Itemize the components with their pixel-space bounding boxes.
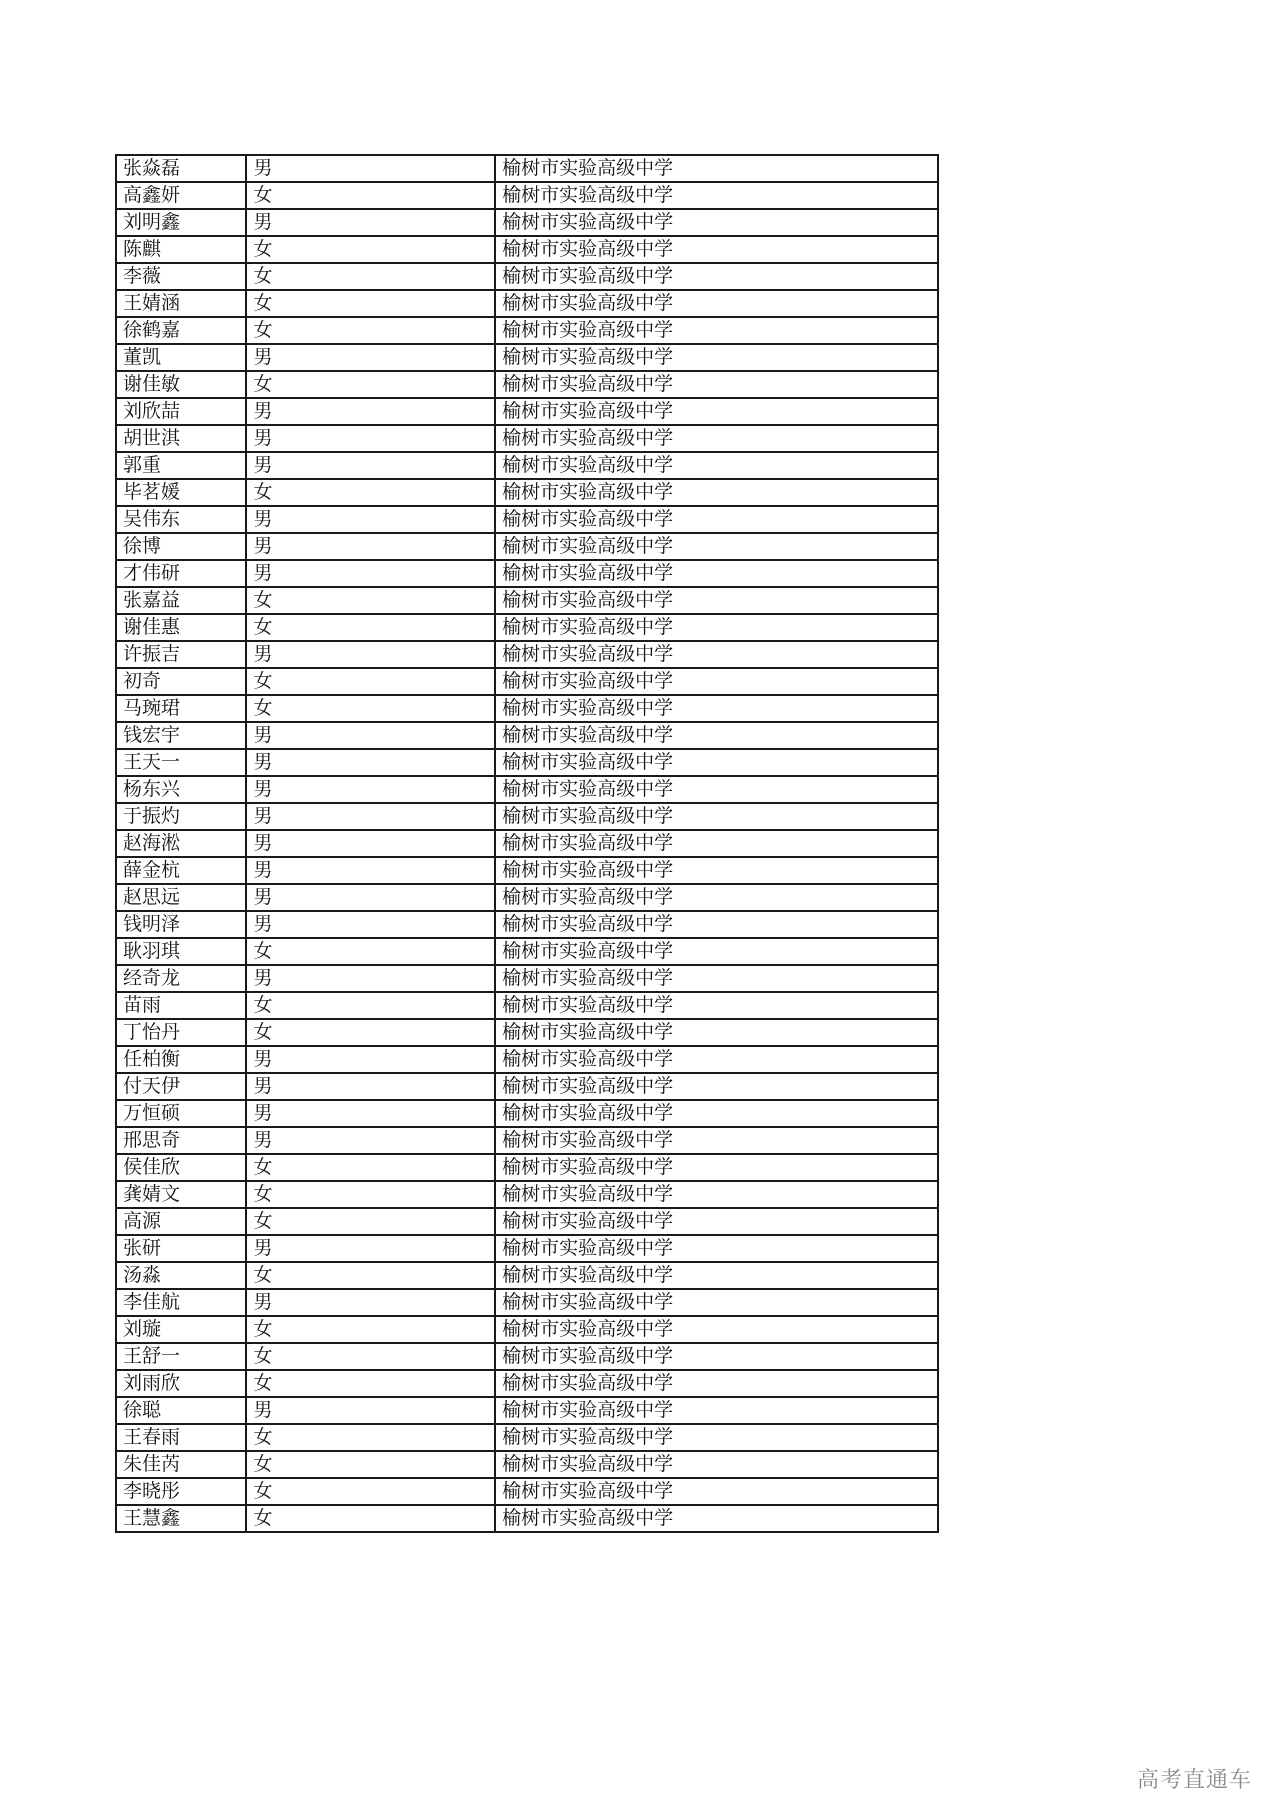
name-cell: 谢佳惠 — [116, 614, 246, 641]
table-row — [116, 965, 938, 992]
table-row — [116, 776, 938, 803]
name-cell: 万恒硕 — [116, 1100, 246, 1127]
name-cell: 任柏衡 — [116, 1046, 246, 1073]
gender-cell: 男 — [246, 425, 495, 452]
school-cell: 榆树市实验高级中学 — [495, 722, 938, 749]
school-cell: 榆树市实验高级中学 — [495, 776, 938, 803]
school-cell: 榆树市实验高级中学 — [495, 614, 938, 641]
name-cell: 王舒一 — [116, 1343, 246, 1370]
gender-cell: 男 — [246, 506, 495, 533]
gender-cell: 女 — [246, 1262, 495, 1289]
table-row — [116, 668, 938, 695]
gender-cell: 男 — [246, 209, 495, 236]
gender-cell: 男 — [246, 560, 495, 587]
gender-cell: 男 — [246, 155, 495, 182]
school-cell: 榆树市实验高级中学 — [495, 992, 938, 1019]
table-row — [116, 803, 938, 830]
gender-cell: 男 — [246, 398, 495, 425]
gender-cell: 男 — [246, 1073, 495, 1100]
table-row — [116, 344, 938, 371]
gender-cell: 女 — [246, 371, 495, 398]
gender-cell: 女 — [246, 263, 495, 290]
gender-cell: 女 — [246, 1478, 495, 1505]
table-row — [116, 1397, 938, 1424]
name-cell: 侯佳欣 — [116, 1154, 246, 1181]
table-row — [116, 479, 938, 506]
student-list-table — [115, 154, 939, 1533]
school-cell: 榆树市实验高级中学 — [495, 1235, 938, 1262]
school-cell: 榆树市实验高级中学 — [495, 1154, 938, 1181]
table-row — [116, 1181, 938, 1208]
name-cell: 龚婧文 — [116, 1181, 246, 1208]
table-row — [116, 182, 938, 209]
table-row — [116, 371, 938, 398]
table-row — [116, 290, 938, 317]
name-cell: 刘璇 — [116, 1316, 246, 1343]
school-cell: 榆树市实验高级中学 — [495, 1073, 938, 1100]
watermark-text: 高考直通车 — [1136, 1768, 1252, 1793]
name-cell: 徐聪 — [116, 1397, 246, 1424]
table-row — [116, 884, 938, 911]
school-cell: 榆树市实验高级中学 — [495, 506, 938, 533]
school-cell: 榆树市实验高级中学 — [495, 1451, 938, 1478]
gender-cell: 男 — [246, 749, 495, 776]
gender-cell: 女 — [246, 1154, 495, 1181]
gender-cell: 男 — [246, 452, 495, 479]
table-row — [116, 1154, 938, 1181]
gender-cell: 男 — [246, 803, 495, 830]
gender-cell: 男 — [246, 884, 495, 911]
name-cell: 钱明泽 — [116, 911, 246, 938]
table-row — [116, 1316, 938, 1343]
school-cell: 榆树市实验高级中学 — [495, 398, 938, 425]
name-cell: 谢佳敏 — [116, 371, 246, 398]
table-row — [116, 1370, 938, 1397]
gender-cell: 女 — [246, 182, 495, 209]
school-cell: 榆树市实验高级中学 — [495, 1505, 938, 1532]
school-cell: 榆树市实验高级中学 — [495, 1478, 938, 1505]
gender-cell: 女 — [246, 668, 495, 695]
school-cell: 榆树市实验高级中学 — [495, 857, 938, 884]
name-cell: 耿羽琪 — [116, 938, 246, 965]
school-cell: 榆树市实验高级中学 — [495, 1046, 938, 1073]
school-cell: 榆树市实验高级中学 — [495, 344, 938, 371]
name-cell: 王天一 — [116, 749, 246, 776]
name-cell: 高鑫妍 — [116, 182, 246, 209]
name-cell: 苗雨 — [116, 992, 246, 1019]
school-cell: 榆树市实验高级中学 — [495, 155, 938, 182]
name-cell: 于振灼 — [116, 803, 246, 830]
school-cell: 榆树市实验高级中学 — [495, 1316, 938, 1343]
gender-cell: 女 — [246, 938, 495, 965]
school-cell: 榆树市实验高级中学 — [495, 479, 938, 506]
school-cell: 榆树市实验高级中学 — [495, 1127, 938, 1154]
table-body — [116, 155, 938, 1532]
gender-cell: 女 — [246, 587, 495, 614]
table-row — [116, 1478, 938, 1505]
school-cell: 榆树市实验高级中学 — [495, 1019, 938, 1046]
table-row — [116, 938, 938, 965]
table-row — [116, 911, 938, 938]
name-cell: 王慧鑫 — [116, 1505, 246, 1532]
name-cell: 徐鹤嘉 — [116, 317, 246, 344]
gender-cell: 男 — [246, 911, 495, 938]
name-cell: 毕茗媛 — [116, 479, 246, 506]
name-cell: 丁怡丹 — [116, 1019, 246, 1046]
name-cell: 赵海淞 — [116, 830, 246, 857]
table-row — [116, 722, 938, 749]
table-row — [116, 1262, 938, 1289]
table-row — [116, 236, 938, 263]
school-cell: 榆树市实验高级中学 — [495, 1181, 938, 1208]
name-cell: 才伟研 — [116, 560, 246, 587]
name-cell: 刘明鑫 — [116, 209, 246, 236]
table-row — [116, 641, 938, 668]
school-cell: 榆树市实验高级中学 — [495, 830, 938, 857]
school-cell: 榆树市实验高级中学 — [495, 803, 938, 830]
gender-cell: 男 — [246, 830, 495, 857]
school-cell: 榆树市实验高级中学 — [495, 209, 938, 236]
name-cell: 陈麒 — [116, 236, 246, 263]
table-row — [116, 749, 938, 776]
table-row — [116, 209, 938, 236]
gender-cell: 男 — [246, 1397, 495, 1424]
name-cell: 高源 — [116, 1208, 246, 1235]
gender-cell: 男 — [246, 1046, 495, 1073]
gender-cell: 男 — [246, 1127, 495, 1154]
table-row — [116, 695, 938, 722]
school-cell: 榆树市实验高级中学 — [495, 533, 938, 560]
table-row — [116, 857, 938, 884]
school-cell: 榆树市实验高级中学 — [495, 1208, 938, 1235]
name-cell: 朱佳芮 — [116, 1451, 246, 1478]
table-row — [116, 533, 938, 560]
school-cell: 榆树市实验高级中学 — [495, 884, 938, 911]
school-cell: 榆树市实验高级中学 — [495, 587, 938, 614]
name-cell: 付天伊 — [116, 1073, 246, 1100]
table-row — [116, 155, 938, 182]
gender-cell: 女 — [246, 695, 495, 722]
school-cell: 榆树市实验高级中学 — [495, 425, 938, 452]
name-cell: 吴伟东 — [116, 506, 246, 533]
name-cell: 初奇 — [116, 668, 246, 695]
gender-cell: 女 — [246, 479, 495, 506]
name-cell: 李薇 — [116, 263, 246, 290]
table-row — [116, 1343, 938, 1370]
name-cell: 赵思远 — [116, 884, 246, 911]
name-cell: 马琬珺 — [116, 695, 246, 722]
school-cell: 榆树市实验高级中学 — [495, 1424, 938, 1451]
school-cell: 榆树市实验高级中学 — [495, 1397, 938, 1424]
gender-cell: 女 — [246, 1370, 495, 1397]
gender-cell: 男 — [246, 776, 495, 803]
gender-cell: 男 — [246, 1100, 495, 1127]
name-cell: 李佳航 — [116, 1289, 246, 1316]
table-row — [116, 317, 938, 344]
school-cell: 榆树市实验高级中学 — [495, 263, 938, 290]
name-cell: 徐博 — [116, 533, 246, 560]
gender-cell: 男 — [246, 344, 495, 371]
school-cell: 榆树市实验高级中学 — [495, 317, 938, 344]
gender-cell: 女 — [246, 290, 495, 317]
table-row — [116, 452, 938, 479]
name-cell: 张研 — [116, 1235, 246, 1262]
school-cell: 榆树市实验高级中学 — [495, 1100, 938, 1127]
table-row — [116, 1019, 938, 1046]
school-cell: 榆树市实验高级中学 — [495, 641, 938, 668]
table-row — [116, 1424, 938, 1451]
school-cell: 榆树市实验高级中学 — [495, 560, 938, 587]
gender-cell: 男 — [246, 533, 495, 560]
name-cell: 薛金杭 — [116, 857, 246, 884]
table-row — [116, 560, 938, 587]
gender-cell: 女 — [246, 236, 495, 263]
school-cell: 榆树市实验高级中学 — [495, 452, 938, 479]
name-cell: 张焱磊 — [116, 155, 246, 182]
name-cell: 钱宏宇 — [116, 722, 246, 749]
gender-cell: 男 — [246, 722, 495, 749]
gender-cell: 女 — [246, 1208, 495, 1235]
table-row — [116, 1100, 938, 1127]
gender-cell: 女 — [246, 1424, 495, 1451]
school-cell: 榆树市实验高级中学 — [495, 290, 938, 317]
table-row — [116, 830, 938, 857]
school-cell: 榆树市实验高级中学 — [495, 668, 938, 695]
name-cell: 王婧涵 — [116, 290, 246, 317]
school-cell: 榆树市实验高级中学 — [495, 938, 938, 965]
school-cell: 榆树市实验高级中学 — [495, 371, 938, 398]
school-cell: 榆树市实验高级中学 — [495, 236, 938, 263]
school-cell: 榆树市实验高级中学 — [495, 749, 938, 776]
gender-cell: 女 — [246, 1019, 495, 1046]
school-cell: 榆树市实验高级中学 — [495, 965, 938, 992]
gender-cell: 女 — [246, 1451, 495, 1478]
name-cell: 李晓彤 — [116, 1478, 246, 1505]
name-cell: 邢思奇 — [116, 1127, 246, 1154]
table-row — [116, 1235, 938, 1262]
name-cell: 张嘉益 — [116, 587, 246, 614]
gender-cell: 女 — [246, 614, 495, 641]
gender-cell: 男 — [246, 965, 495, 992]
table-row — [116, 1451, 938, 1478]
gender-cell: 女 — [246, 317, 495, 344]
name-cell: 胡世淇 — [116, 425, 246, 452]
gender-cell: 男 — [246, 1289, 495, 1316]
table-row — [116, 1046, 938, 1073]
table-row — [116, 992, 938, 1019]
school-cell: 榆树市实验高级中学 — [495, 1343, 938, 1370]
school-cell: 榆树市实验高级中学 — [495, 695, 938, 722]
gender-cell: 男 — [246, 641, 495, 668]
table-row — [116, 1505, 938, 1532]
name-cell: 刘欣喆 — [116, 398, 246, 425]
table-row — [116, 1073, 938, 1100]
name-cell: 刘雨欣 — [116, 1370, 246, 1397]
gender-cell: 女 — [246, 1181, 495, 1208]
table-row — [116, 398, 938, 425]
name-cell: 董凯 — [116, 344, 246, 371]
name-cell: 杨东兴 — [116, 776, 246, 803]
table-row — [116, 1208, 938, 1235]
table-row — [116, 1127, 938, 1154]
gender-cell: 女 — [246, 992, 495, 1019]
gender-cell: 男 — [246, 857, 495, 884]
table-row — [116, 587, 938, 614]
table-row — [116, 506, 938, 533]
name-cell: 汤淼 — [116, 1262, 246, 1289]
name-cell: 王春雨 — [116, 1424, 246, 1451]
table-row — [116, 425, 938, 452]
table-row — [116, 1289, 938, 1316]
gender-cell: 女 — [246, 1316, 495, 1343]
gender-cell: 男 — [246, 1235, 495, 1262]
gender-cell: 女 — [246, 1505, 495, 1532]
name-cell: 郭重 — [116, 452, 246, 479]
school-cell: 榆树市实验高级中学 — [495, 1289, 938, 1316]
gender-cell: 女 — [246, 1343, 495, 1370]
table-row — [116, 614, 938, 641]
name-cell: 经奇龙 — [116, 965, 246, 992]
school-cell: 榆树市实验高级中学 — [495, 182, 938, 209]
school-cell: 榆树市实验高级中学 — [495, 1262, 938, 1289]
table-row — [116, 263, 938, 290]
school-cell: 榆树市实验高级中学 — [495, 911, 938, 938]
school-cell: 榆树市实验高级中学 — [495, 1370, 938, 1397]
name-cell: 许振吉 — [116, 641, 246, 668]
